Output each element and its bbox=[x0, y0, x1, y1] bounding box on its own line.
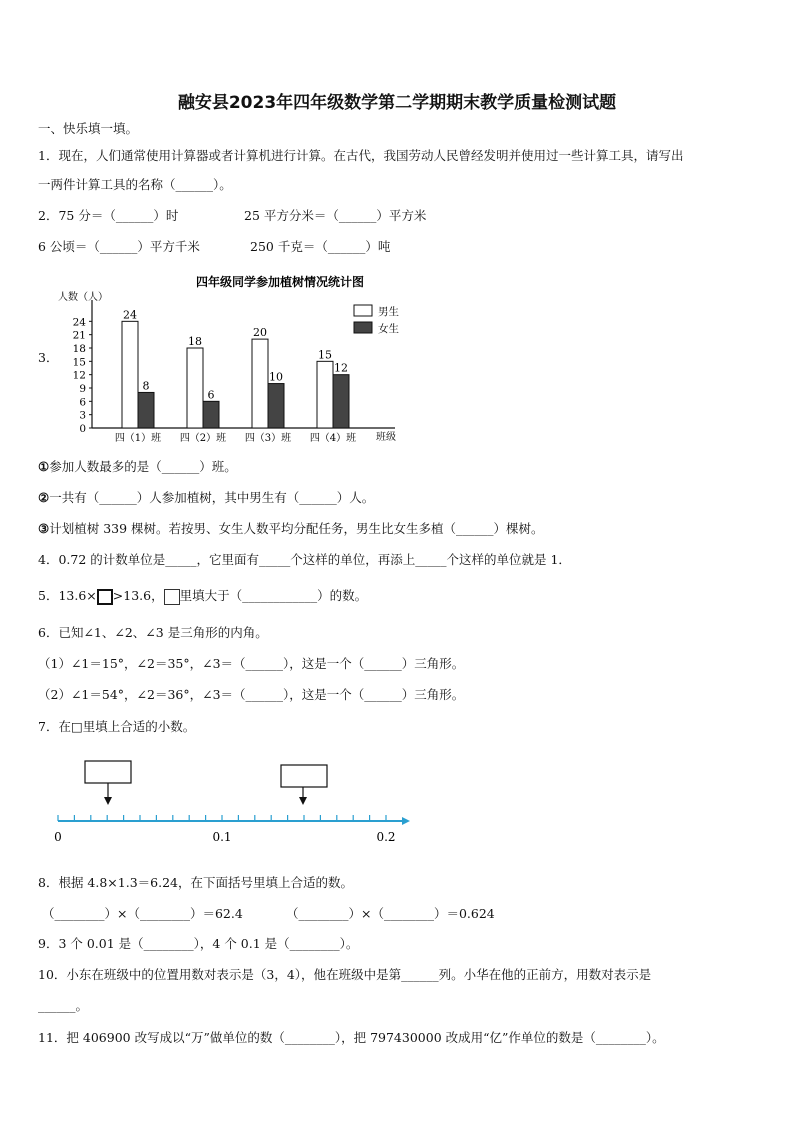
question-3-sub1-text: 参加人数最多的是（______）班。 bbox=[49, 459, 237, 474]
question-5 bbox=[38, 588, 367, 605]
label-0.1: 0.1 bbox=[212, 830, 232, 844]
legend-label: 男生 bbox=[378, 306, 399, 318]
y-tick-label: 3 bbox=[79, 409, 86, 422]
answer-box-ref bbox=[164, 589, 180, 605]
bar-女生-1 bbox=[138, 392, 154, 428]
data-label: 12 bbox=[334, 361, 348, 375]
question-7-text: 7．在□里填上合适的小数。 bbox=[38, 719, 196, 734]
axis-arrow bbox=[402, 817, 410, 825]
y-tick-label: 24 bbox=[72, 316, 86, 329]
question-2-a1: 2．75 分＝（______）时 bbox=[38, 208, 179, 223]
legend-swatch bbox=[354, 322, 372, 333]
question-3-sub2-text: 一共有（______）人参加植树，其中男生有（______）人。 bbox=[49, 490, 375, 505]
circled-number-3: ③ bbox=[38, 521, 50, 536]
question-6-part2: （2）∠1＝54°，∠2＝36°，∠3＝（______），这是一个（______）三角形。 bbox=[38, 687, 465, 702]
question-8-text: 8．根据 4.8×1.3＝6.24，在下面括号里填上合适的数。 bbox=[38, 875, 353, 890]
bar-chart bbox=[50, 268, 450, 448]
question-8-a: （________）×（________）＝62.4 bbox=[42, 906, 243, 921]
legend-label: 女生 bbox=[378, 323, 399, 335]
chart-title: 四年级同学参加植树情况统计图 bbox=[195, 275, 365, 289]
question-10-line2: ______。 bbox=[38, 998, 89, 1013]
data-label: 20 bbox=[253, 326, 267, 340]
legend-swatch bbox=[354, 305, 372, 316]
category-label: 四（1）班 bbox=[114, 433, 162, 444]
label-0.2: 0.2 bbox=[376, 830, 396, 844]
data-label: 8 bbox=[142, 379, 150, 393]
number-line bbox=[50, 755, 430, 855]
question-8-b: （________）×（________）＝0.624 bbox=[286, 906, 495, 921]
answer-box[interactable] bbox=[97, 589, 113, 605]
data-label: 15 bbox=[318, 348, 332, 362]
answer-box-2[interactable] bbox=[281, 765, 327, 787]
circled-number-2: ② bbox=[38, 490, 50, 505]
data-label: 10 bbox=[269, 370, 283, 384]
y-tick-label: 12 bbox=[72, 369, 86, 382]
data-label: 24 bbox=[123, 308, 137, 322]
question-1-line1: 1．现在，人们通常使用计算器或者计算机进行计算。在古代，我国劳动人民曾经发明并使用过一些计算工具，请写出 bbox=[38, 148, 684, 163]
category-label: 四（4）班 bbox=[309, 433, 357, 444]
bar-女生-4 bbox=[333, 375, 349, 428]
question-10-line1: 10．小东在班级中的位置用数对表示是（3，4），他在班级中是第______列。小华在他的正前方，用数对表示是 bbox=[38, 967, 652, 982]
bar-男生-3 bbox=[252, 339, 268, 428]
question-6-part1: （1）∠1＝15°，∠2＝35°，∠3＝（______），这是一个（______）三角形。 bbox=[38, 656, 465, 671]
page-title: 融安县2023年四年级数学第二学期期末教学质量检测试题 bbox=[177, 93, 617, 113]
question-3-sub2 bbox=[38, 490, 374, 506]
question-2-b2: 250 千克＝（______）吨 bbox=[250, 239, 391, 254]
question-5-post: 里填大于（____________）的数。 bbox=[179, 588, 368, 603]
y-tick-label: 6 bbox=[79, 396, 86, 409]
category-label: 四（3）班 bbox=[244, 433, 292, 444]
answer-box-1[interactable] bbox=[85, 761, 131, 783]
section-heading: 一、快乐填一填。 bbox=[38, 121, 139, 136]
bar-女生-3 bbox=[268, 384, 284, 428]
bar-女生-2 bbox=[203, 401, 219, 428]
bar-男生-1 bbox=[122, 321, 138, 428]
question-3-number: 3． bbox=[38, 350, 59, 365]
bar-男生-2 bbox=[187, 348, 203, 428]
bar-男生-4 bbox=[317, 361, 333, 428]
arrow-2-head bbox=[299, 797, 307, 805]
data-label: 18 bbox=[188, 335, 202, 348]
question-11: 11．把 406900 改写成以“万”做单位的数（________），把 797430000 改成用“亿”作单位的数是（________）。 bbox=[38, 1030, 665, 1045]
question-3-sub1 bbox=[38, 459, 237, 475]
category-label: 四（2）班 bbox=[179, 433, 227, 444]
question-5-pre: 5．13.6× bbox=[38, 588, 97, 603]
question-4: 4．0.72 的计数单位是_____，它里面有_____个这样的单位，再添上_____个这样的单位就是 1． bbox=[38, 552, 571, 567]
question-2-a2: 25 平方分米＝（______）平方米 bbox=[244, 208, 427, 223]
y-tick-label: 9 bbox=[79, 383, 86, 395]
question-5-mid: >13.6， bbox=[112, 588, 164, 603]
y-tick-label: 21 bbox=[72, 329, 86, 342]
question-3-sub3-text: 计划植树 339 棵树。若按男、女生人数平均分配任务，男生比女生多植（______）棵树。 bbox=[49, 521, 544, 536]
question-3-sub3 bbox=[38, 521, 544, 537]
chart-xlabel: 班级 bbox=[376, 432, 396, 443]
question-2-b1: 6 公顷＝（______）平方千米 bbox=[38, 239, 200, 254]
data-label: 6 bbox=[207, 388, 215, 402]
question-9: 9．3 个 0.01 是（________），4 个 0.1 是（________）。 bbox=[38, 936, 359, 951]
question-1-line2: 一两件计算工具的名称（______）。 bbox=[38, 177, 232, 192]
label-0: 0 bbox=[54, 830, 62, 844]
chart-ylabel: 人数（人） bbox=[58, 292, 108, 303]
y-tick-label: 18 bbox=[72, 343, 86, 355]
question-6-intro: 6．已知∠1、∠2、∠3 是三角形的内角。 bbox=[38, 625, 268, 640]
y-tick-label: 0 bbox=[79, 423, 86, 435]
arrow-1-head bbox=[104, 797, 112, 805]
circled-number-1: ① bbox=[38, 459, 50, 474]
y-tick-label: 15 bbox=[72, 356, 86, 369]
